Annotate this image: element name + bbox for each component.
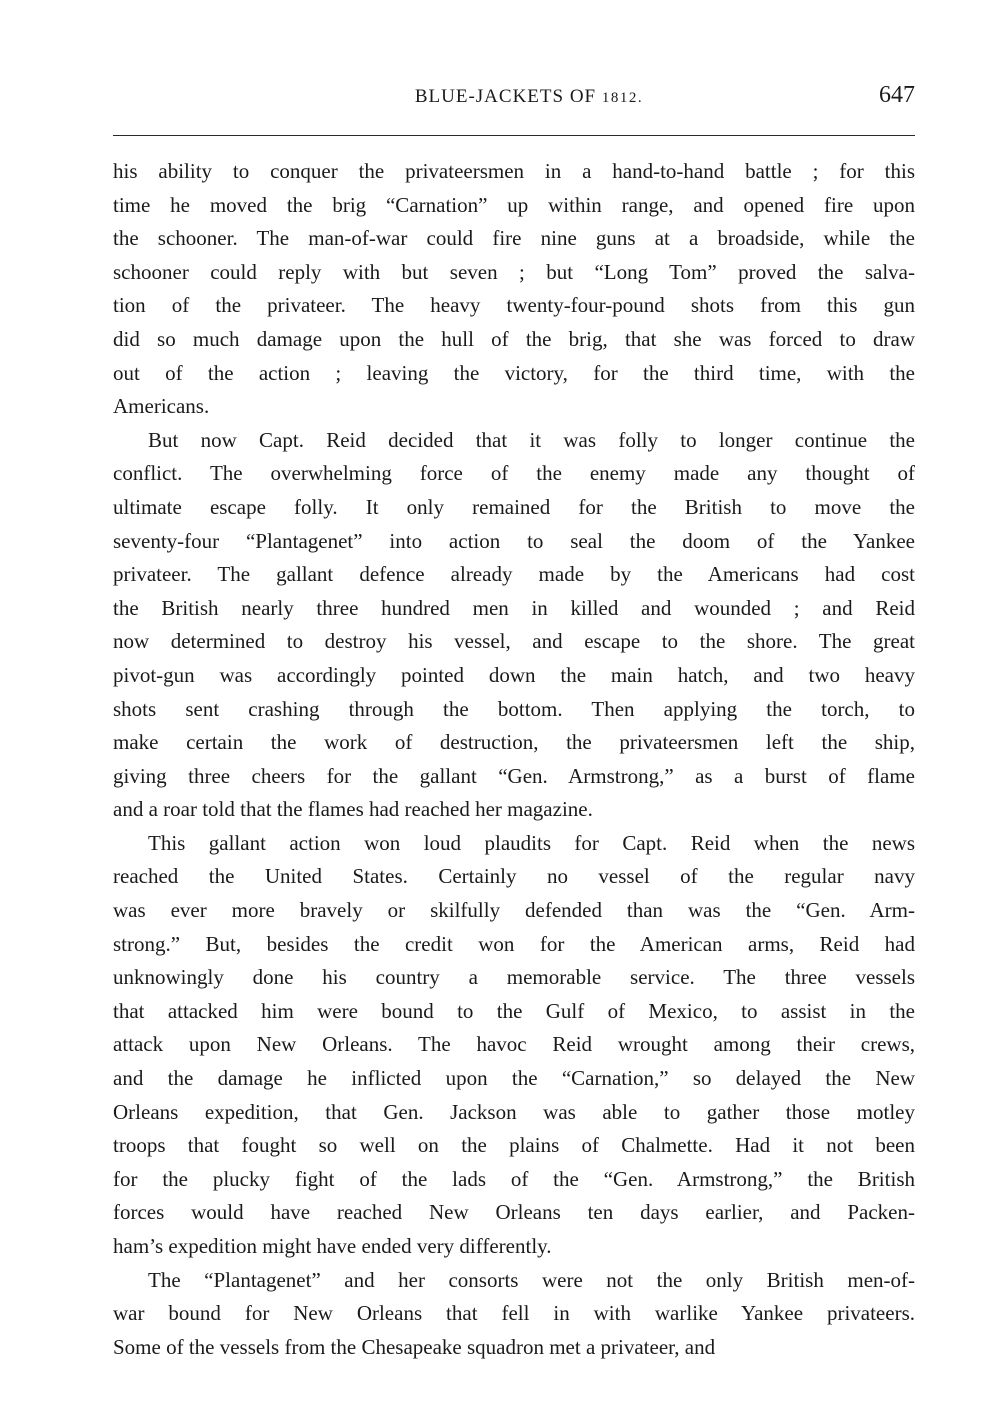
text-line: forces would have reached New Orleans ten days earlier, and Packen- — [113, 1200, 915, 1225]
text-line: tion of the privateer. The heavy twenty-four-pound shots from this gun — [113, 293, 915, 318]
text-line: now determined to destroy his vessel, and escape to the shore. The great — [113, 629, 915, 654]
text-line: unknowingly done his country a memorable service. The three vessels — [113, 965, 915, 990]
text-line: was ever more bravely or skilfully defended than was the “Gen. Arm- — [113, 898, 915, 923]
text-line: the British nearly three hundred men in killed and wounded ; and Reid — [113, 595, 915, 620]
text-line: Orleans expedition, that Gen. Jackson was able to gather those motley — [113, 1099, 915, 1124]
header-rule — [113, 135, 915, 136]
body-text — [113, 155, 915, 1364]
text-line: This gallant action won loud plaudits for Capt. Reid when the news — [148, 830, 915, 855]
text-line: that attacked him were bound to the Gulf of Mexico, to assist in the — [113, 998, 915, 1023]
text-line: attack upon New Orleans. The havoc Reid wrought among their crews, — [113, 1032, 915, 1057]
text-line: But now Capt. Reid decided that it was folly to longer continue the — [148, 427, 915, 452]
text-line: Americans. — [113, 394, 210, 419]
text-line: reached the United States. Certainly no vessel of the regular navy — [113, 864, 915, 889]
running-title-year: 1812. — [601, 90, 644, 106]
paragraph — [113, 155, 915, 424]
running-title — [113, 86, 915, 108]
text-line: privateer. The gallant defence already made by the Americans had cost — [113, 562, 915, 587]
text-line: the schooner. The man-of-war could fire nine guns at a broadside, while the — [113, 226, 915, 251]
paragraph — [113, 424, 915, 827]
text-line: ham’s expedition might have ended very differently. — [113, 1234, 552, 1258]
running-header — [113, 82, 915, 116]
running-title-text: BLUE-JACKETS OF — [414, 86, 597, 107]
text-line: and the damage he inflicted upon the “Carnation,” so delayed the New — [113, 1066, 915, 1091]
text-line: pivot-gun was accordingly pointed down the main hatch, and two heavy — [113, 662, 915, 687]
text-line: shots sent crashing through the bottom. Then applying the torch, to — [113, 696, 915, 721]
text-line: and a roar told that the flames had reached her magazine. — [113, 797, 593, 822]
text-line: ultimate escape folly. It only remained for the British to move the — [113, 494, 915, 519]
text-line: strong.” But, besides the credit won for the American arms, Reid had — [113, 931, 915, 956]
text-line: time he moved the brig “Carnation” up within range, and opened fire upon — [113, 192, 915, 217]
text-line: The “Plantagenet” and her consorts were not the only British men-of- — [148, 1267, 915, 1292]
text-line: did so much damage upon the hull of the brig, that she was forced to draw — [113, 326, 915, 351]
text-line: troops that fought so well on the plains of Chalmette. Had it not been — [113, 1133, 915, 1158]
paragraph — [113, 827, 915, 1264]
text-line: giving three cheers for the gallant “Gen. Armstrong,” as a burst of flame — [113, 763, 915, 788]
text-line: war bound for New Orleans that fell in with warlike Yankee privateers. — [113, 1301, 915, 1326]
text-line: out of the action ; leaving the victory, for the third time, with the — [113, 360, 915, 385]
text-line: for the plucky fight of the lads of the “Gen. Armstrong,” the British — [113, 1166, 915, 1191]
text-line: make certain the work of destruction, the privateersmen left the ship, — [113, 730, 915, 755]
text-line: his ability to conquer the privateersmen in a hand-to-hand battle ; for this — [113, 159, 915, 183]
text-line: seventy-four “Plantagenet” into action to seal the doom of the Yankee — [113, 528, 915, 553]
text-line: schooner could reply with but seven ; but “Long Tom” proved the salva- — [113, 259, 915, 284]
text-line: conflict. The overwhelming force of the enemy made any thought of — [113, 461, 915, 486]
text-line: Some of the vessels from the Chesapeake squadron met a privateer, and — [113, 1334, 716, 1359]
page-number: 647 — [879, 82, 915, 108]
paragraph — [113, 1264, 915, 1365]
